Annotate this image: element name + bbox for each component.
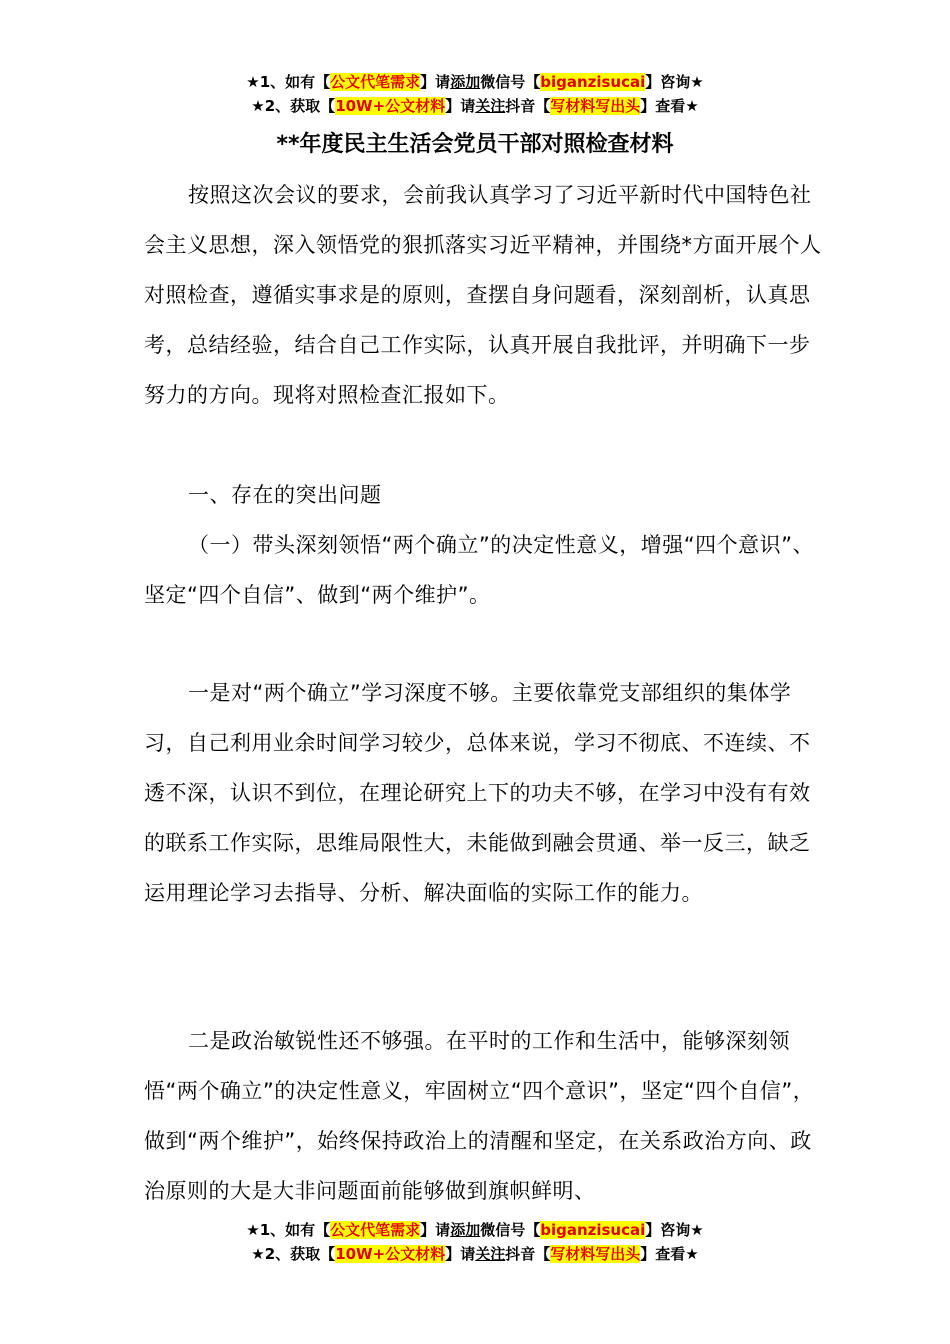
highlight-service: 公文代笔需求 <box>330 73 421 91</box>
highlight-materials: 10W+公文材料 <box>335 1245 446 1263</box>
highlight-materials: 10W+公文材料 <box>335 97 446 115</box>
banner-line-2: ★2、获取【10W+公文材料】请关注抖音【写材料写出头】查看★ <box>251 1245 699 1263</box>
point-block-2 <box>144 1016 824 1216</box>
bottom-banner <box>0 1218 950 1266</box>
highlight-wechat-id: biganzisucai <box>540 1221 646 1239</box>
point-paragraph-2: 二是政治敏锐性还不够强。在平时的工作和生活中，能够深刻领悟“两个确立”的决定性意义，牢固树立“四个意识”，坚定“四个自信”，做到“两个维护”，始终保持政治上的清醒和坚定，在关系政治方向、政治原则的大是大非问题面前能够做到旗帜鲜明、 <box>144 1029 815 1203</box>
highlight-wechat-id: biganzisucai <box>540 73 646 91</box>
document-title: **年度民主生活会党员干部对照检查材料 <box>276 132 674 157</box>
intro-paragraph: 按照这次会议的要求，会前我认真学习了习近平新时代中国特色社会主义思想，深入领悟党的狠抓落实习近平精神，并围绕*方面开展个人对照检查，遵循实事求是的原则，查摆自身问题看，深刻剖析，认真思考，总结经验，结合自己工作实际，认真开展自我批评，并明确下一步努力的方向。现将对照检查汇报如下。 <box>144 183 822 407</box>
banner-line-1: ★1、如有【公文代笔需求】请添加微信号【biganzisucai】咨询★ <box>246 1221 704 1239</box>
highlight-service: 公文代笔需求 <box>330 1221 421 1239</box>
document-body <box>144 170 824 420</box>
section-heading: 一、存在的突出问题 <box>188 483 382 507</box>
point-paragraph-1: 一是对“两个确立”学习深度不够。主要依靠党支部组织的集体学习，自己利用业余时间学习较少，总体来说，学习不彻底、不连续、不透不深，认识不到位，在理论研究上下的功夫不够，在学习中没有有效的联系工作实际，思维局限性大，未能做到融会贯通、举一反三，缺乏运用理论学习去指导、分析、解决面临的实际工作的能力。 <box>144 681 811 905</box>
section-block <box>144 470 824 620</box>
point-block-1 <box>144 668 824 918</box>
highlight-douyin: 写材料写出头 <box>550 97 641 115</box>
banner-line-2: ★2、获取【10W+公文材料】请关注抖音【写材料写出头】查看★ <box>251 97 699 115</box>
highlight-douyin: 写材料写出头 <box>550 1245 641 1263</box>
banner-line-1: ★1、如有【公文代笔需求】请添加微信号【biganzisucai】咨询★ <box>246 73 704 91</box>
subsection-heading: （一）带头深刻领悟“两个确立”的决定性意义，增强“四个意识”、坚定“四个自信”、做到“两个维护”。 <box>144 533 815 607</box>
top-banner <box>0 70 950 118</box>
